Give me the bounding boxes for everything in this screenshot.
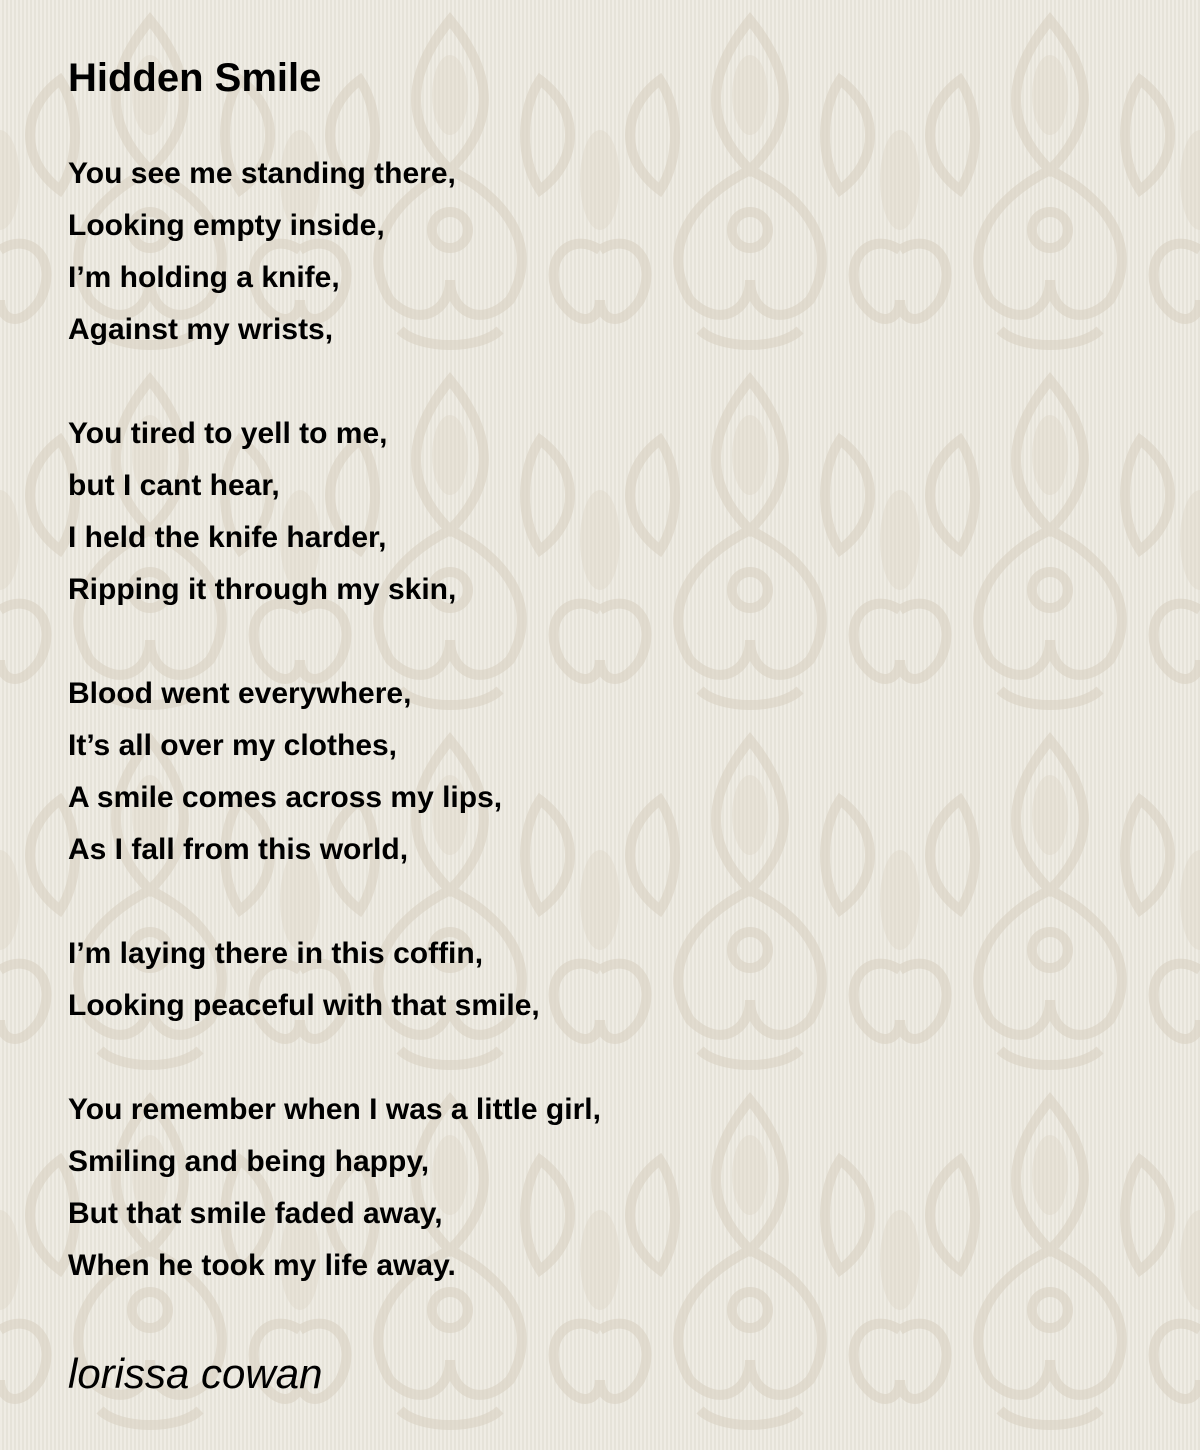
- poem-line: As I fall from this world,: [68, 833, 409, 866]
- poem-line: Blood went everywhere,: [68, 677, 412, 710]
- stanza-2: [68, 408, 601, 616]
- poem-line: I’m laying there in this coffin,: [68, 937, 484, 970]
- poem-line: When he took my life away.: [68, 1249, 456, 1282]
- poem-line: I’m holding a knife,: [68, 261, 340, 294]
- poem-line: Against my wrists,: [68, 313, 334, 346]
- poem-line: Looking peaceful with that smile,: [68, 989, 540, 1022]
- poem-author: lorissa cowan: [68, 1350, 323, 1397]
- stanza-3: [68, 668, 601, 876]
- poem-line: Looking empty inside,: [68, 209, 385, 242]
- poem-line: Ripping it through my skin,: [68, 573, 457, 606]
- poem-line: You see me standing there,: [68, 157, 456, 190]
- poem-line: But that smile faded away,: [68, 1197, 443, 1230]
- stanza-4: [68, 928, 601, 1032]
- poem-line: You remember when I was a little girl,: [68, 1093, 601, 1126]
- poem-line: but I cant hear,: [68, 469, 280, 502]
- poem-body: [68, 148, 601, 1344]
- poem-line: Smiling and being happy,: [68, 1145, 430, 1178]
- poem-line: A smile comes across my lips,: [68, 781, 503, 814]
- poem-line: I held the knife harder,: [68, 521, 387, 554]
- poem-line: You tired to yell to me,: [68, 417, 388, 450]
- poem-title: Hidden Smile: [68, 56, 322, 100]
- stanza-5: [68, 1084, 601, 1292]
- poem-line: It’s all over my clothes,: [68, 729, 398, 762]
- stanza-1: [68, 148, 601, 356]
